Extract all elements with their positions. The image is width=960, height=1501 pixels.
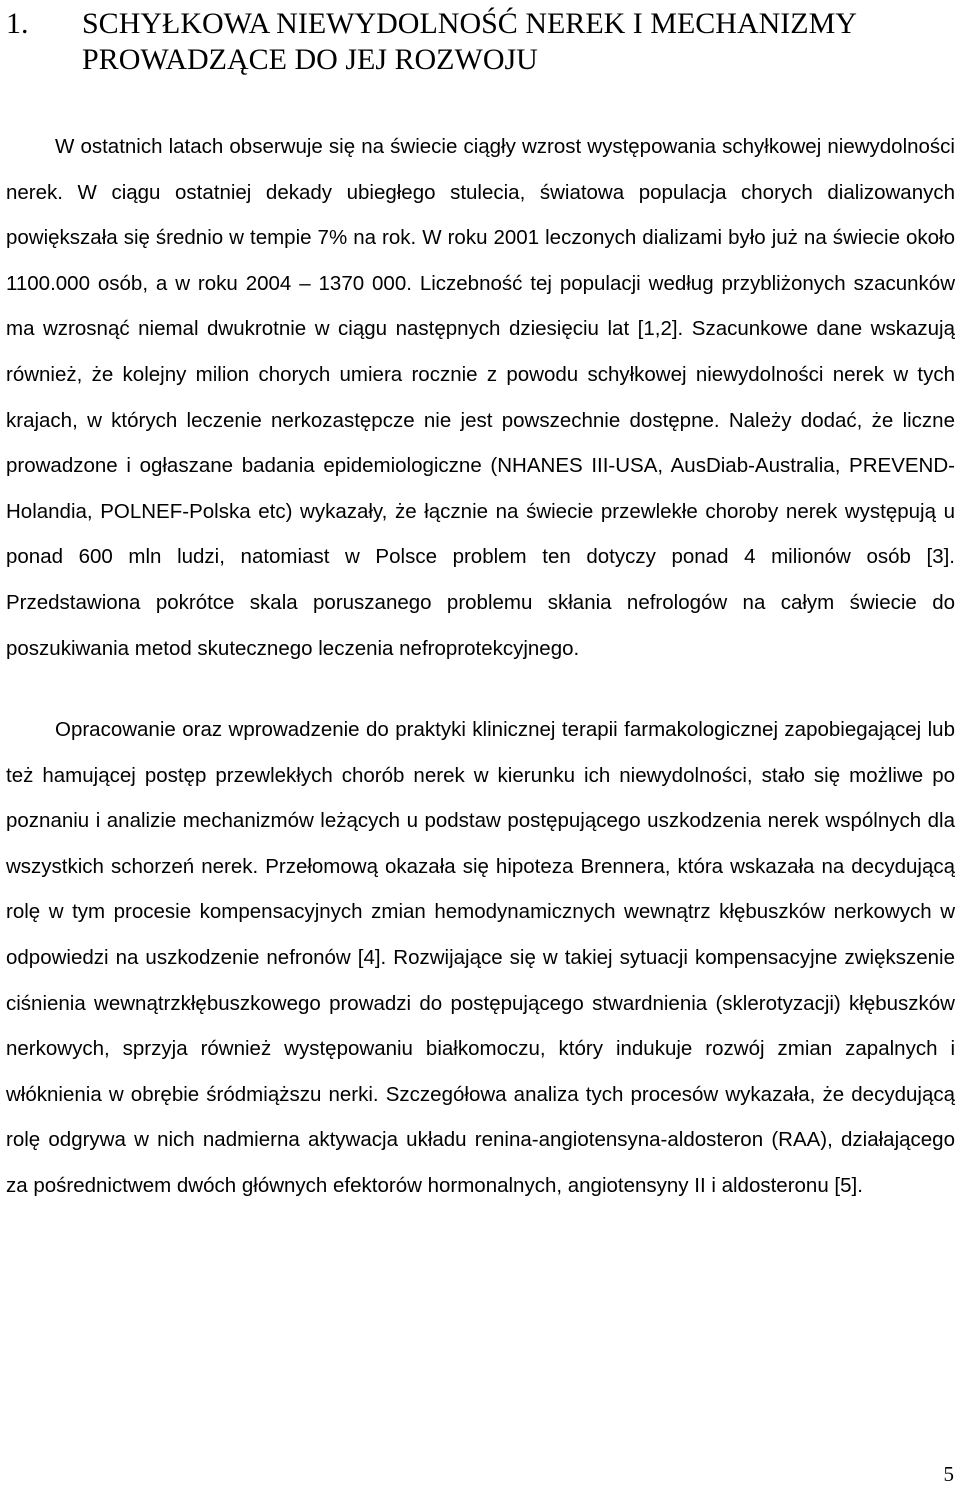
paragraph-1: W ostatnich latach obserwuje się na świecie ciągły wzrost występowania schyłkowej niewydolności nerek. W ciągu ostatniej dekady ubiegłego stulecia, światowa populacja chorych dializowanych powiększała się średnio w tempie 7% na rok. W roku 2001 leczonych dializami było już na świecie około 1100.000 osób, a w roku 2004 – 1370 000. Liczebność tej populacji według przybliżonych szacunków ma wzrosnąć niemal dwukrotnie w ciągu następnych dziesięciu lat [1,2]. Szacunkowe dane wskazują również, że kolejny milion chorych umiera rocznie z powodu schyłkowej niewydolności nerek w tych krajach, w których leczenie nerkozastępcze nie jest powszechnie dostępne. Należy dodać, że liczne prowadzone i ogłaszane badania epidemiologiczne (NHANES III-USA, AusDiab-Australia, PREVEND-Holandia, POLNEF-Polska etc) wykazały, że łącznie na świecie przewlekłe choroby nerek występują u ponad 600 mln ludzi, natomiast w Polsce problem ten dotyczy ponad 4 milionów osób [3]. Przedstawiona pokrótce skala poruszanego problemu skłania nefrologów na całym świecie do poszukiwania metod skutecznego leczenia nefroprotekcyjnego. bbox=[6, 135, 955, 660]
chapter-number: 1. bbox=[6, 7, 29, 40]
chapter-title: SCHYŁKOWA NIEWYDOLNOŚĆ NEREK I MECHANIZMY PROWADZĄCE DO JEJ ROZWOJU bbox=[82, 7, 856, 76]
page-number: 5 bbox=[943, 1462, 954, 1486]
paragraph-2: Opracowanie oraz wprowadzenie do praktyki klinicznej terapii farmakologicznej zapobiegającej lub też hamującej postęp przewlekłych chorób nerek w kierunku ich niewydolności, stało się możliwe po poznaniu i analizie mechanizmów leżących u podstaw postępującego uszkodzenia nerek wspólnych dla wszystkich schorzeń nerek. Przełomową okazała się hipoteza Brennera, która wskazała na decydującą rolę w tym procesie kompensacyjnych zmian hemodynamicznych wewnątrz kłębuszków nerkowych w odpowiedzi na uszkodzenie nefronów [4]. Rozwijające się w takiej sytuacji kompensacyjne zwiększenie ciśnienia wewnątrzkłębuszkowego prowadzi do postępującego stwardnienia (sklerotyzacji) kłębuszków nerkowych, sprzyja również występowaniu białkomoczu, który indukuje rozwój zmian zapalnych i włóknienia w obrębie śródmiąższu nerki. Szczegółowa analiza tych procesów wykazała, że decydującą rolę odgrywa w nich nadmierna aktywacja układu renina-angiotensyna-aldosteron (RAA), działającego za pośrednictwem dwóch głównych efektorów hormonalnych, angiotensyny II i aldosteronu [5]. bbox=[6, 718, 955, 1197]
